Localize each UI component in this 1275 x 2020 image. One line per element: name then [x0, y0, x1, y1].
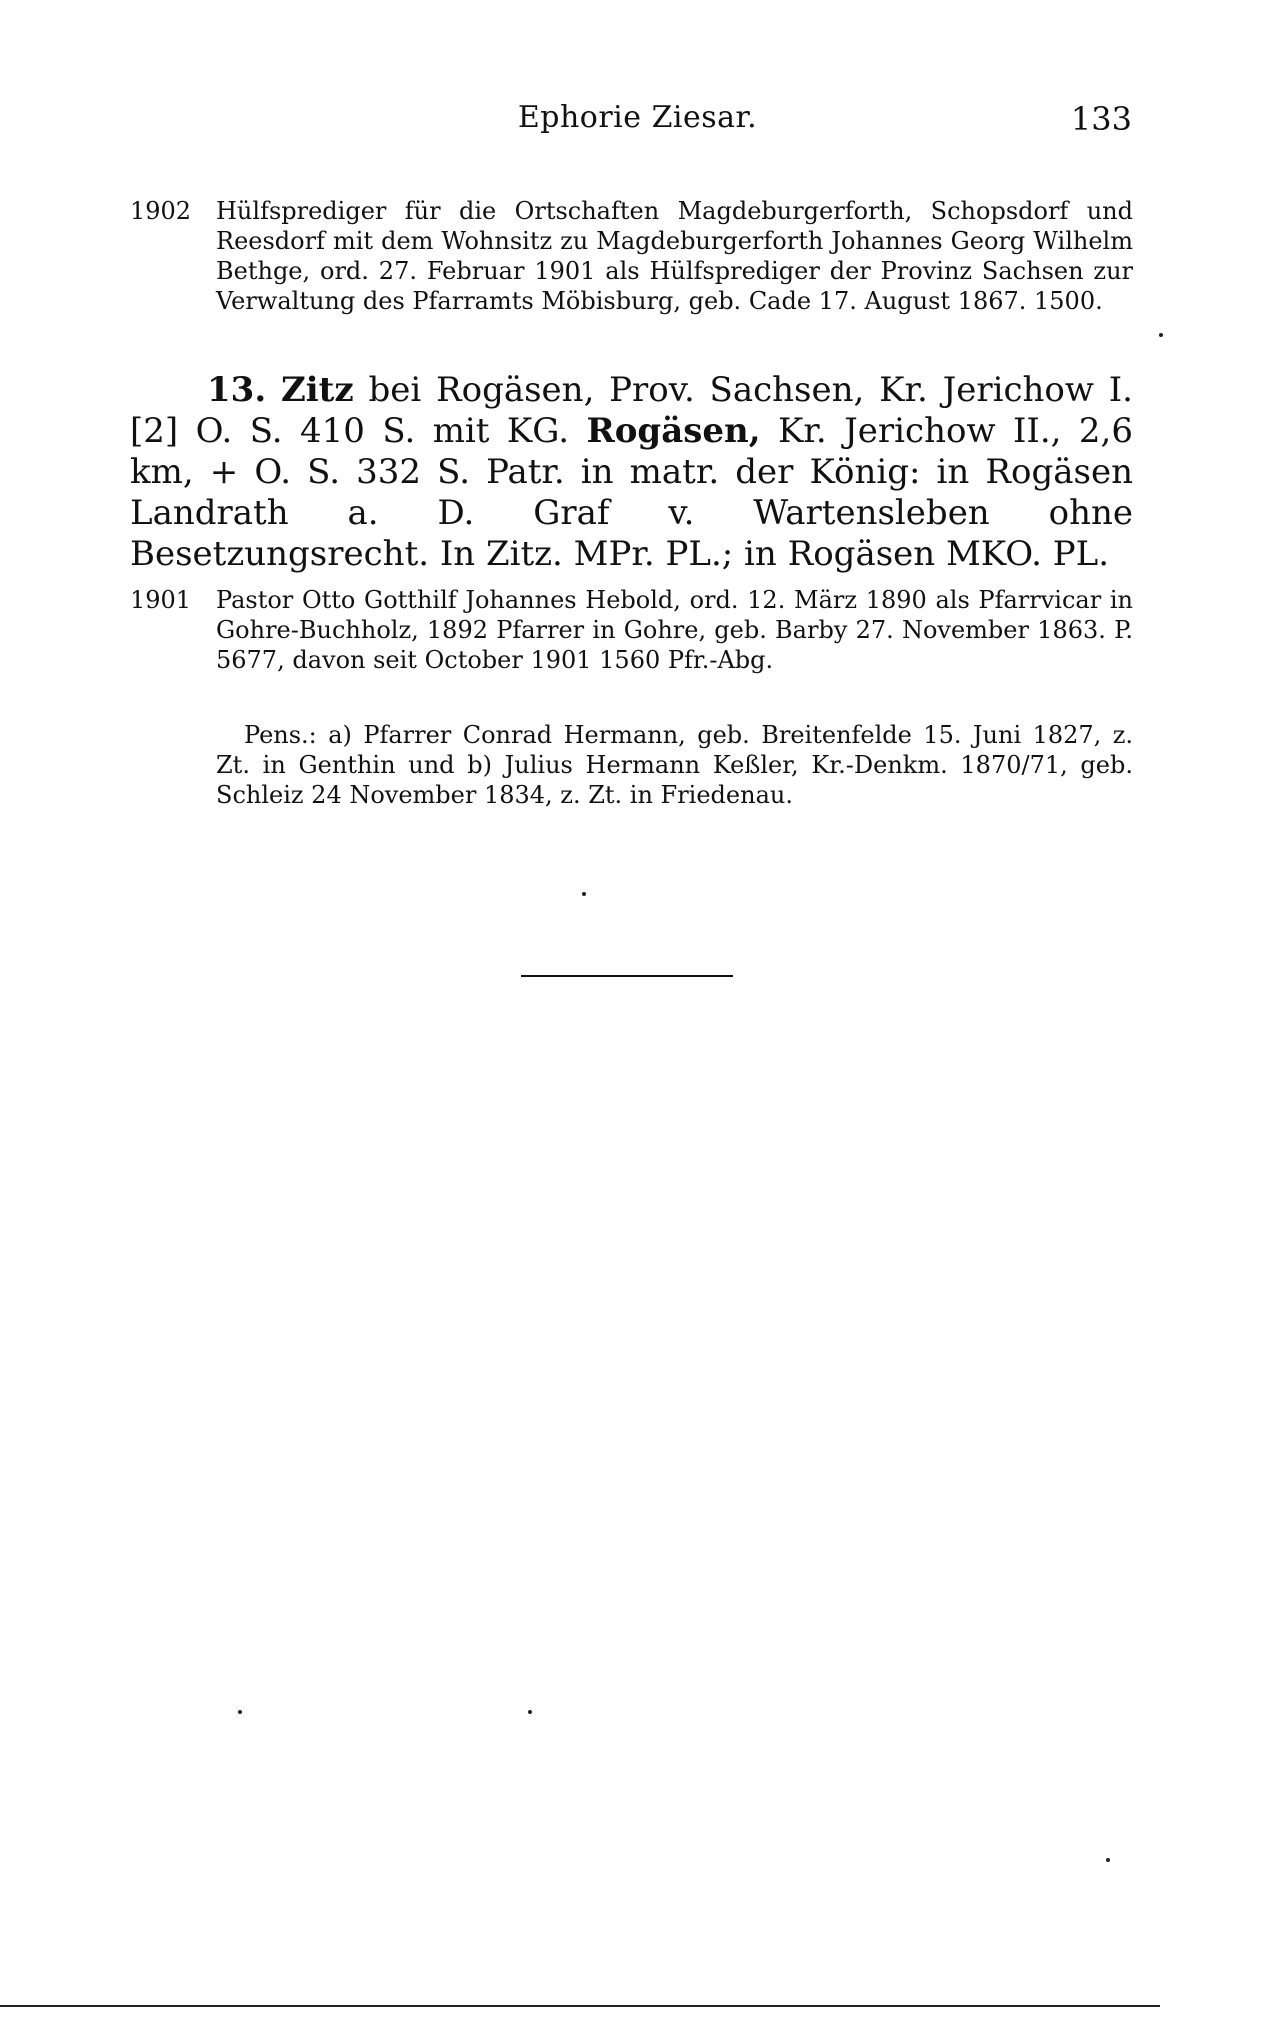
section-text-2: Kr. Jerichow II., 2,6 km, + O. S. 332 S. Patr. in matr. der König: in Rogäsen Landrath a. D. Graf v. Wartensleben ohne Besetzungsrecht. In Zitz. MPr. PL.; in Rogäsen MKO. PL.	[130, 411, 1133, 574]
scan-speck	[582, 892, 586, 896]
entry-year: 1901	[130, 586, 192, 614]
section-place: Zitz	[280, 370, 354, 410]
running-header-title: Ephorie Ziesar.	[517, 100, 758, 135]
entry-text: Hülfsprediger für die Ortschaften Magdeburgerforth, Schopsdorf und Reesdorf mit dem Wohnsitz zu Magdeburgerforth Johannes Georg Wilhelm Bethge, ord. 27. Februar 1901 als Hülfsprediger der Provinz Sachsen zur Verwaltung des Pfarramts Möbisburg, geb. Cade 17. August 1867. 1500.	[216, 197, 1133, 315]
entry-year: 1902	[130, 197, 192, 225]
scan-speck	[238, 1710, 242, 1714]
entry-text: Pastor Otto Gotthilf Johannes Hebold, ord. 12. März 1890 als Pfarrvicar in Gohre-Buchholz, 1892 Pfarrer in Gohre, geb. Barby 27. November 1863. P. 5677, davon seit October 1901 1560 Pfr.-Abg.	[216, 586, 1133, 674]
pension-note: Pens.: a) Pfarrer Conrad Hermann, geb. Breitenfelde 15. Juni 1827, z. Zt. in Genthin und b) Julius Hermann Keßler, Kr.-Denkm. 1870/71, geb. Schleiz 24 November 1834, z. Zt. in Friedenau.	[216, 721, 1133, 809]
scan-speck	[1106, 1858, 1110, 1862]
scan-speck	[1159, 333, 1163, 337]
entry-1901	[130, 585, 1133, 675]
entry-1902	[130, 196, 1133, 316]
section-number: 13.	[207, 370, 267, 410]
scan-speck	[528, 1710, 532, 1714]
section-separator-rule	[521, 975, 733, 977]
page-number: 133	[1070, 100, 1132, 138]
section-place-2: Rogäsen,	[586, 411, 761, 451]
section-text-1: bei Rogäsen, Prov. Sachsen, Kr. Jerichow I. [2] O. S. 410 S. mit KG.	[130, 370, 1133, 451]
section-13-heading	[130, 370, 1133, 575]
bottom-edge-rule	[0, 2005, 1160, 2007]
